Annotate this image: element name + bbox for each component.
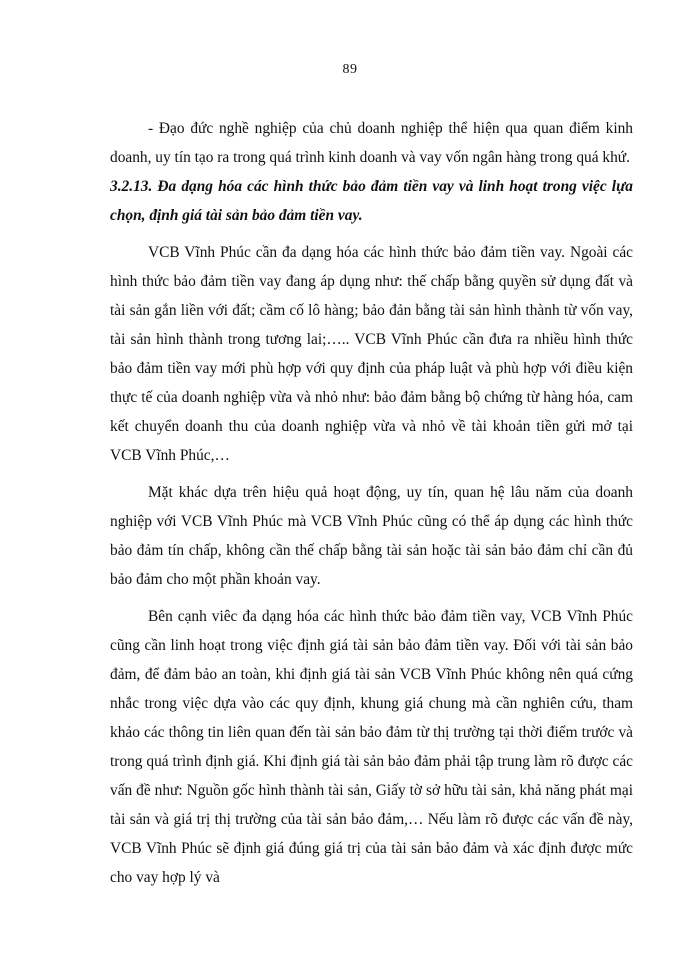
page-content: [110, 114, 633, 892]
paragraph-diversify: VCB Vĩnh Phúc cần đa dạng hóa các hình thức bảo đảm tiền vay. Ngoài các hình thức bảo đảm tiền vay đang áp dụng như: thế chấp bằng quyền sử dụng đất và tài sản gắn liền với đất; cầm cố lô hàng; bảo đản bằng tài sản hình thành từ vốn vay, tài sản hình thành trong tương lai;….. VCB Vĩnh Phúc cần đưa ra nhiều hình thức bảo đảm tiền vay mới phù hợp với quy định của pháp luật và phù hợp với điều kiện thực tế của doanh nghiệp vừa và nhỏ như: bảo đảm bằng bộ chứng từ hàng hóa, cam kết chuyển doanh thu của doanh nghiệp vừa và nhỏ về tài khoản tiền gửi mở tại VCB Vĩnh Phúc,…: [110, 244, 633, 464]
paragraph-valuation: Bên cạnh viêc đa dạng hóa các hình thức bảo đảm tiền vay, VCB Vĩnh Phúc cũng cần linh hoạt trong việc định giá tài sản bảo đảm tiền vay. Đối với tài sản bảo đảm, để đảm bảo an toàn, khi định giá tài sản VCB Vĩnh Phúc không nên quá cứng nhắc trong việc dựa vào các quy định, khung giá chung mà cần nghiên cứu, tham khảo các thông tin liên quan đến tài sản bảo đảm từ thị trường tại thời điểm trước và trong quá trình định giá. Khi định giá tài sản bảo đảm phải tập trung làm rõ được các vấn đề như: Nguồn gốc hình thành tài sản, Giấy tờ sở hữu tài sản, khả năng phát mại tài sản và giá trị thị trường của tài sản bảo đảm,… Nếu làm rõ được các vấn đề này, VCB Vĩnh Phúc sẽ định giá đúng giá trị của tài sản bảo đảm và xác định được mức cho vay hợp lý và: [110, 608, 633, 886]
paragraph-unsecured: Mặt khác dựa trên hiệu quả hoạt động, uy tín, quan hệ lâu năm của doanh nghiệp với VCB Vĩnh Phúc mà VCB Vĩnh Phúc cũng có thể áp dụng các hình thức bảo đảm tín chấp, không cần thế chấp bằng tài sản hoặc tài sản bảo đảm chỉ cần đủ bảo đảm cho một phần khoản vay.: [110, 484, 633, 588]
paragraph-ethics: - Đạo đức nghề nghiệp của chủ doanh nghiệp thể hiện qua quan điểm kinh doanh, uy tín tạo ra trong quá trình kinh doanh và vay vốn ngân hàng trong quá khứ.: [110, 120, 633, 166]
section-heading: 3.2.13. Đa dạng hóa các hình thức bảo đảm tiền vay và linh hoạt trong việc lựa chọn, định giá tài sản bảo đảm tiền vay.: [110, 178, 633, 224]
page-number: 89: [342, 62, 358, 77]
